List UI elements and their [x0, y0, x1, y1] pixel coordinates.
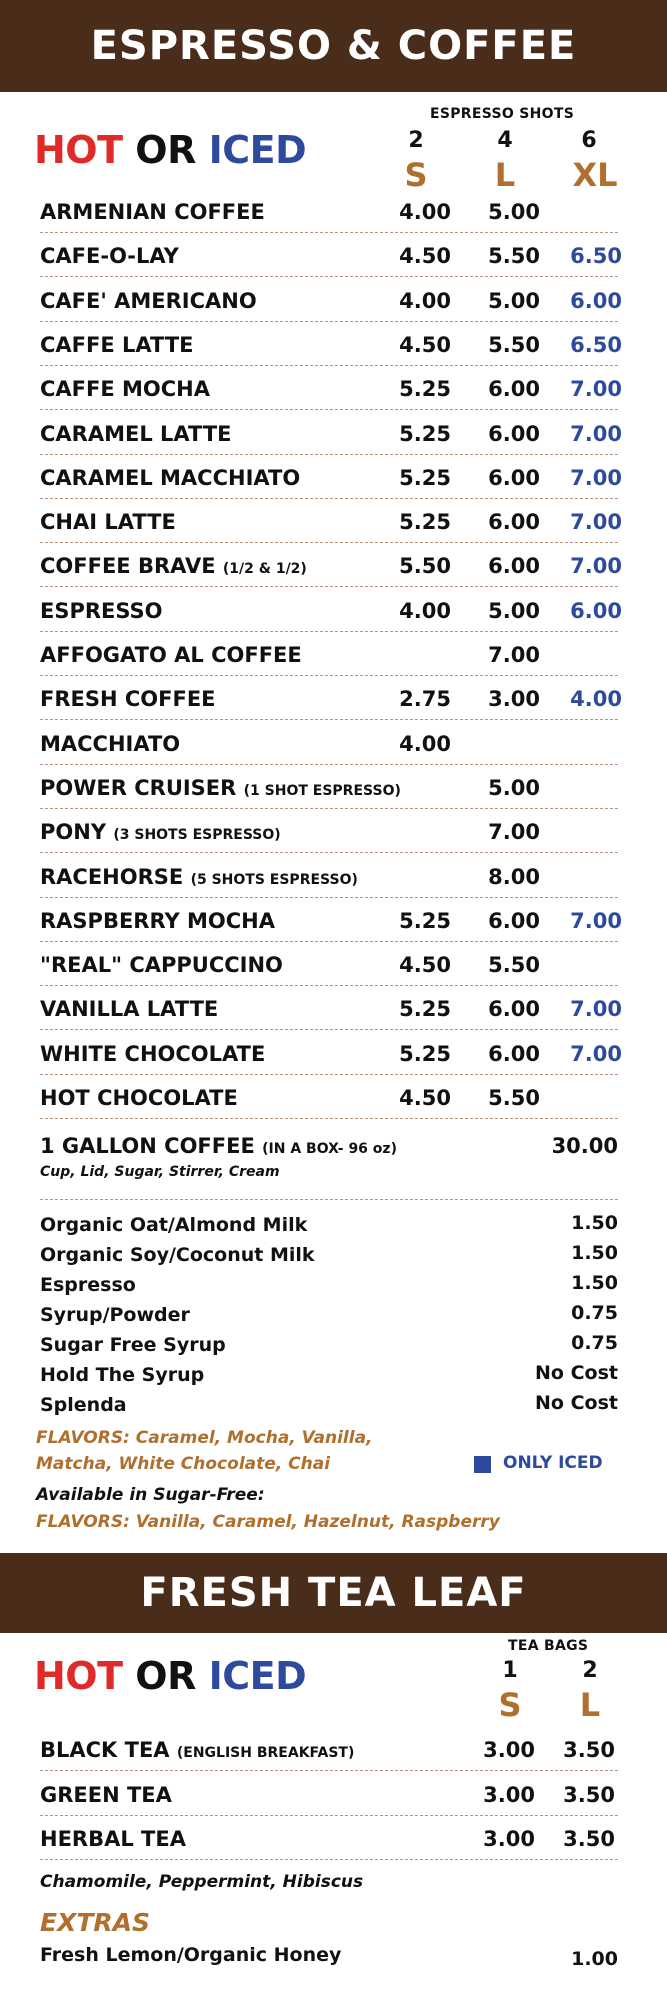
price-l: 5.00 — [488, 598, 540, 623]
coffee-item-name — [40, 820, 281, 844]
price-l: 6.00 — [488, 510, 540, 535]
coffee-item-title: COFFEE BRAVE — [40, 554, 216, 579]
hot-label: HOT — [34, 128, 123, 172]
addon-name: Organic Soy/Coconut Milk — [40, 1244, 315, 1266]
coffee-item-row — [40, 366, 622, 410]
extra-price: 1.00 — [571, 1948, 618, 1970]
tea-item-name — [40, 1827, 186, 1851]
coffee-hot-or-iced — [34, 128, 306, 172]
coffee-item-title: CARAMEL MACCHIATO — [40, 465, 301, 490]
tea-hot-or-iced — [34, 1654, 306, 1698]
price-s: 5.25 — [399, 421, 451, 446]
coffee-item-title: FRESH COFFEE — [40, 687, 216, 712]
coffee-section-title: ESPRESSO & COFFEE — [90, 23, 577, 69]
only-iced-label: ONLY ICED — [503, 1453, 603, 1473]
gallon-coffee-row — [40, 1120, 618, 1200]
price-xl: 6.50 — [570, 244, 622, 269]
coffee-item-row — [40, 411, 622, 455]
coffee-item-title: POWER CRUISER — [40, 775, 237, 800]
tea-section-title: FRESH TEA LEAF — [140, 1570, 527, 1616]
price-s: 4.50 — [399, 953, 451, 978]
addon-name: Splenda — [40, 1394, 127, 1416]
gallon-name-text: 1 GALLON COFFEE — [40, 1134, 255, 1158]
shots-s-count: 2 — [408, 128, 424, 153]
price-xl: 6.00 — [570, 288, 622, 313]
addon-price: 0.75 — [571, 1332, 618, 1354]
coffee-item-row — [40, 543, 622, 587]
price-l: 6.00 — [488, 554, 540, 579]
coffee-item-title: RASPBERRY MOCHA — [40, 908, 275, 933]
addon-name: Organic Oat/Almond Milk — [40, 1214, 308, 1236]
coffee-item-title: HOT CHOCOLATE — [40, 1086, 238, 1110]
price-l: 6.00 — [488, 908, 540, 933]
addon-price: 1.50 — [571, 1272, 618, 1294]
price-xl: 7.00 — [570, 908, 622, 933]
coffee-item-title: CHAI LATTE — [40, 510, 176, 535]
coffee-item-name — [40, 554, 307, 578]
addon-price: No Cost — [535, 1392, 618, 1414]
coffee-item-name — [40, 953, 283, 977]
or-label: OR — [135, 128, 196, 172]
coffee-section-banner — [0, 0, 667, 92]
size-s-header: S — [404, 156, 428, 194]
price-xl: 7.00 — [570, 1041, 622, 1066]
iced-label: ICED — [208, 128, 307, 172]
price-s: 4.00 — [399, 288, 451, 313]
tea-item-title: HERBAL TEA — [40, 1827, 186, 1851]
coffee-item-title: CAFFE LATTE — [40, 332, 194, 357]
price-l: 7.00 — [488, 643, 540, 667]
coffee-item-title: ESPRESSO — [40, 598, 163, 623]
coffee-item-row — [40, 809, 618, 853]
price-s: 5.25 — [399, 908, 451, 933]
gallon-price: 30.00 — [551, 1134, 618, 1158]
price-s: 5.50 — [399, 554, 451, 579]
price-s: 5.25 — [399, 510, 451, 535]
addon-price: 1.50 — [571, 1212, 618, 1234]
tea-item-title: GREEN TEA — [40, 1782, 172, 1807]
coffee-item-name — [40, 333, 194, 357]
tea-item-row — [40, 1772, 618, 1816]
coffee-item-row — [40, 676, 622, 720]
price-xl: 7.00 — [570, 465, 622, 490]
addon-price: No Cost — [535, 1362, 618, 1384]
coffee-item-name — [40, 422, 232, 446]
price-l: 6.00 — [488, 421, 540, 446]
price-s: 4.00 — [399, 598, 451, 623]
coffee-item-row — [40, 721, 618, 765]
tea-bags-s-count: 1 — [502, 1658, 518, 1683]
price-l: 5.00 — [488, 288, 540, 313]
size-xl-header: XL — [572, 156, 618, 194]
coffee-item-name — [40, 865, 358, 889]
coffee-item-note: (5 SHOTS ESPRESSO) — [190, 871, 358, 888]
coffee-item-name — [40, 732, 180, 756]
tea-item-row — [40, 1816, 618, 1860]
gallon-coffee-name — [40, 1134, 397, 1158]
tea-item-note: (ENGLISH BREAKFAST) — [176, 1745, 355, 1761]
addon-name: Espresso — [40, 1274, 136, 1296]
price-s: 5.25 — [399, 997, 451, 1022]
price-l: 6.00 — [488, 1041, 540, 1066]
price-xl: 7.00 — [570, 510, 622, 535]
tea-hot-label: HOT — [34, 1654, 123, 1698]
coffee-item-row — [40, 942, 618, 986]
coffee-item-title: WHITE CHOCOLATE — [40, 1041, 266, 1066]
price-s: 4.50 — [399, 1086, 451, 1110]
price-l: 6.00 — [488, 377, 540, 402]
tea-or-label: OR — [135, 1654, 196, 1698]
price-l: 7.00 — [488, 820, 540, 845]
coffee-item-name — [40, 466, 300, 490]
tea-price-s: 3.00 — [483, 1738, 535, 1762]
coffee-item-row — [40, 1031, 622, 1075]
tea-price-l: 3.50 — [563, 1782, 615, 1807]
addon-price: 1.50 — [571, 1242, 618, 1264]
coffee-item-row — [40, 588, 622, 632]
coffee-item-title: PONY — [40, 820, 107, 845]
price-l: 5.50 — [488, 953, 540, 978]
price-xl: 7.00 — [570, 554, 622, 579]
coffee-item-name — [40, 200, 265, 224]
coffee-item-row — [40, 765, 618, 809]
coffee-item-title: CAFE' AMERICANO — [40, 288, 257, 313]
tea-item-title: BLACK TEA — [40, 1738, 170, 1762]
coffee-item-row — [40, 1075, 618, 1119]
gallon-note: (IN A BOX- 96 oz) — [262, 1141, 397, 1157]
price-l: 6.00 — [488, 465, 540, 490]
coffee-item-note: (3 SHOTS ESPRESSO) — [113, 827, 281, 844]
price-s: 5.25 — [399, 1041, 451, 1066]
price-s: 5.25 — [399, 465, 451, 490]
tea-size-l-header: L — [579, 1686, 601, 1724]
coffee-item-row — [40, 499, 622, 543]
only-iced-square-icon — [474, 1456, 491, 1473]
shots-xl-count: 6 — [581, 128, 597, 153]
coffee-item-row — [40, 189, 618, 233]
flavors-line-2: Matcha, White Chocolate, Chai — [36, 1454, 331, 1474]
flavors-line-1: FLAVORS: Caramel, Mocha, Vanilla, — [36, 1428, 373, 1448]
coffee-item-title: CAFE-O-LAY — [40, 244, 179, 269]
addon-price: 0.75 — [571, 1302, 618, 1324]
tea-item-name — [40, 1738, 354, 1762]
coffee-item-row — [40, 233, 622, 277]
price-s: 2.75 — [399, 687, 451, 712]
coffee-item-note: (1/2 & 1/2) — [222, 561, 307, 578]
coffee-item-row — [40, 632, 618, 676]
herbal-tea-varieties: Chamomile, Peppermint, Hibiscus — [40, 1872, 364, 1892]
coffee-item-name — [40, 909, 275, 933]
price-xl: 7.00 — [570, 997, 622, 1022]
tea-bags-l-count: 2 — [582, 1658, 598, 1683]
coffee-item-name — [40, 244, 179, 268]
coffee-item-name — [40, 510, 176, 534]
price-s: 4.50 — [399, 332, 451, 357]
shots-l-count: 4 — [497, 128, 513, 153]
tea-item-name — [40, 1783, 172, 1807]
espresso-shots-label: ESPRESSO SHOTS — [430, 106, 575, 122]
coffee-item-note: (1 SHOT ESPRESSO) — [243, 782, 401, 799]
price-xl: 6.50 — [570, 332, 622, 357]
coffee-item-title: VANILLA LATTE — [40, 997, 219, 1022]
coffee-item-row — [40, 986, 622, 1030]
price-s: 5.25 — [399, 377, 451, 402]
price-l: 5.00 — [488, 775, 540, 800]
coffee-item-row — [40, 854, 618, 898]
tea-price-s: 3.00 — [483, 1782, 535, 1807]
price-l: 8.00 — [488, 864, 540, 889]
addon-name: Sugar Free Syrup — [40, 1334, 226, 1356]
coffee-item-title: RACEHORSE — [40, 864, 184, 889]
coffee-item-title: "REAL" CAPPUCCINO — [40, 953, 283, 978]
price-s: 4.00 — [399, 731, 451, 756]
price-xl: 7.00 — [570, 421, 622, 446]
extra-name: Fresh Lemon/Organic Honey — [40, 1944, 342, 1966]
coffee-item-title: CAFFE MOCHA — [40, 377, 210, 402]
price-l: 5.50 — [488, 1086, 540, 1110]
coffee-item-name — [40, 289, 257, 313]
coffee-item-row — [40, 898, 622, 942]
coffee-item-row — [40, 278, 622, 322]
price-xl: 6.00 — [570, 598, 622, 623]
coffee-item-row — [40, 455, 622, 499]
tea-bags-label: TEA BAGS — [508, 1638, 589, 1654]
gallon-includes: Cup, Lid, Sugar, Stirrer, Cream — [40, 1164, 280, 1180]
sugar-free-label: Available in Sugar-Free: — [36, 1485, 265, 1505]
tea-iced-label: ICED — [208, 1654, 307, 1698]
price-l: 5.50 — [488, 244, 540, 269]
price-l: 5.00 — [488, 200, 540, 224]
extras-label: EXTRAS — [40, 1908, 151, 1937]
price-s: 4.50 — [399, 244, 451, 269]
coffee-item-name — [40, 776, 401, 800]
price-l: 3.00 — [488, 687, 540, 712]
coffee-item-row — [40, 322, 622, 366]
coffee-item-name — [40, 643, 302, 667]
size-l-header: L — [494, 156, 516, 194]
price-xl: 4.00 — [570, 687, 622, 712]
coffee-item-title: AFFOGATO AL COFFEE — [40, 643, 302, 667]
coffee-item-name — [40, 377, 210, 401]
addon-name: Syrup/Powder — [40, 1304, 190, 1326]
coffee-item-title: MACCHIATO — [40, 731, 181, 756]
price-l: 6.00 — [488, 997, 540, 1022]
tea-price-s: 3.00 — [483, 1827, 535, 1851]
price-l: 5.50 — [488, 332, 540, 357]
addon-name: Hold The Syrup — [40, 1364, 205, 1386]
tea-price-l: 3.50 — [563, 1827, 615, 1851]
coffee-item-name — [40, 687, 216, 711]
coffee-item-name — [40, 1086, 238, 1110]
coffee-item-title: ARMENIAN COFFEE — [40, 200, 265, 224]
tea-item-row — [40, 1727, 618, 1771]
price-xl: 7.00 — [570, 377, 622, 402]
tea-price-l: 3.50 — [563, 1738, 615, 1762]
coffee-item-name — [40, 997, 218, 1021]
tea-section-banner — [0, 1553, 667, 1633]
coffee-item-title: CARAMEL LATTE — [40, 421, 232, 446]
coffee-item-name — [40, 1042, 265, 1066]
tea-size-s-header: S — [498, 1686, 522, 1724]
coffee-item-name — [40, 599, 163, 623]
sugar-free-flavors: FLAVORS: Vanilla, Caramel, Hazelnut, Raspberry — [36, 1512, 500, 1532]
price-s: 4.00 — [399, 200, 451, 224]
